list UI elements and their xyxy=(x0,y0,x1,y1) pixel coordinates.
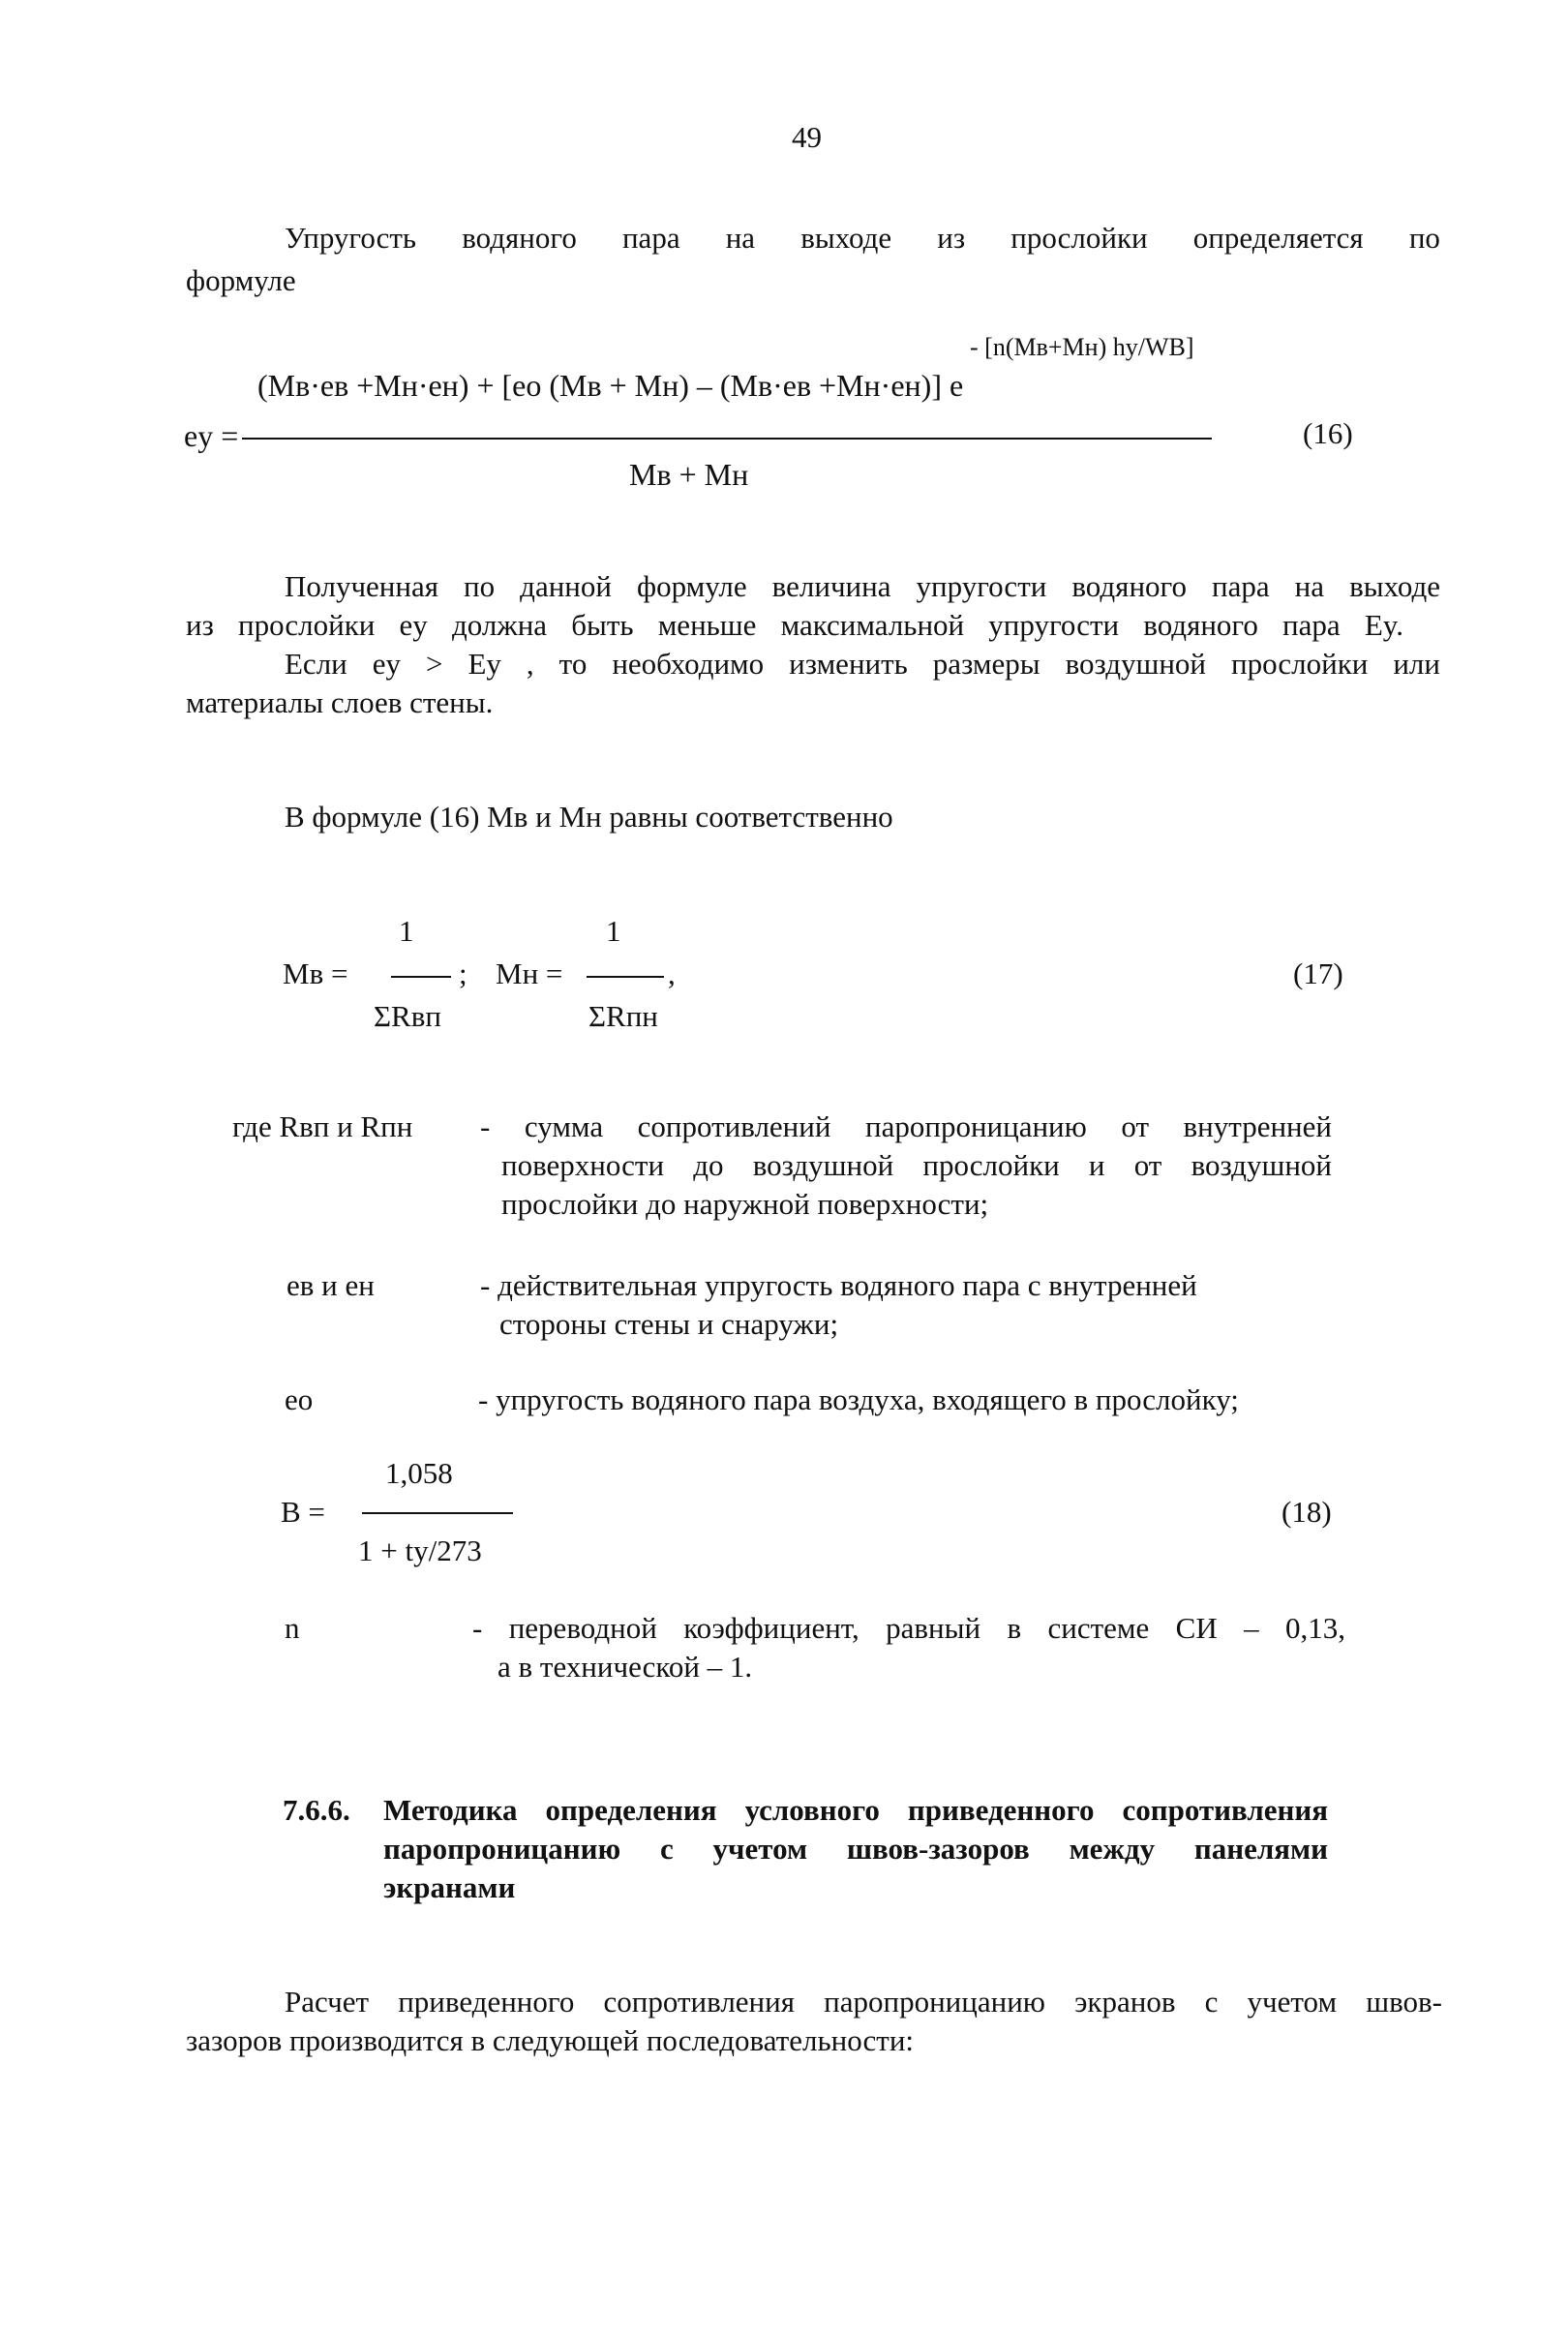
formula17-den-a: ΣRвп xyxy=(374,999,441,1033)
formula16-exponent: - [n(Mв+Mн) hy/WB] xyxy=(970,333,1194,361)
def-where-desc-3: прослойки до наружной поверхности; xyxy=(501,1187,989,1221)
formula17-sep: ; xyxy=(459,956,467,990)
formula17-one-a: 1 xyxy=(399,914,414,948)
def-eo-desc: - упругость водяного пара воздуха, входящего в прослойку; xyxy=(478,1382,1239,1416)
def-e-label: eв и eн xyxy=(286,1268,375,1302)
def-n-desc-1: - переводной коэффициент, равный в системе СИ – 0,13, xyxy=(472,1611,1345,1645)
formula17-comma: , xyxy=(668,956,676,990)
intro-word: определяется xyxy=(1192,221,1364,255)
page-number: 49 xyxy=(792,120,822,154)
para1-line-3: Если ey > Ey , то необходимо изменить размеры воздушной прослойки или xyxy=(285,647,1440,681)
formula16-fraction-bar xyxy=(242,438,1212,440)
def-eo-label: eo xyxy=(285,1382,314,1416)
para1-line-4: материалы слоев стены. xyxy=(186,685,494,719)
formula16-numerator: (Mв·eв +Mн·eн) + [eo (Mв + Mн) – (Mв·eв +Mн·eн)] e xyxy=(257,368,964,403)
def-where-label: где Rвп и Rпн xyxy=(232,1109,413,1143)
para1-line-1: Полученная по данной формуле величина упругости водяного пара на выходе xyxy=(285,569,1440,603)
def-e-desc-1: - действительная упругость водяного пара с внутренней xyxy=(480,1268,1197,1302)
section-number: 7.6.6. xyxy=(283,1793,350,1827)
formula18-number: (18) xyxy=(1282,1495,1332,1529)
intro-word: водяного xyxy=(462,221,577,255)
intro-word: из xyxy=(937,221,966,255)
formula18-denominator: 1 + ty/273 xyxy=(358,1533,482,1567)
para3-line-2: зазоров производится в следующей последовательности: xyxy=(186,2023,915,2057)
formula17-lhs-a: Mв = xyxy=(283,956,348,990)
para2-text: В формуле (16) Mв и Mн равны соответственно xyxy=(285,800,893,834)
formula17-den-b: ΣRпн xyxy=(588,999,658,1033)
formula17-number: (17) xyxy=(1293,956,1343,990)
def-e-desc-2: стороны стены и снаружи; xyxy=(499,1307,839,1341)
intro-line-2: формуле xyxy=(186,263,296,297)
def-where-desc-2: поверхности до воздушной прослойки и от воздушной xyxy=(501,1148,1332,1182)
section-title-line-2: паропроницанию с учетом швов-зазоров между панелями xyxy=(383,1832,1328,1866)
intro-word: прослойки xyxy=(1010,221,1148,255)
formula17-bar-b xyxy=(587,976,664,978)
intro-word: по xyxy=(1408,221,1440,255)
formula18-fraction-bar xyxy=(362,1512,513,1514)
intro-line-1 xyxy=(285,221,1440,256)
formula16-denominator: Mв + Mн xyxy=(629,457,749,492)
intro-word: выходе xyxy=(800,221,892,255)
section-title-line-3: экранами xyxy=(383,1870,516,1904)
def-n-desc-2: а в технической – 1. xyxy=(498,1650,753,1684)
formula17-one-b: 1 xyxy=(606,914,621,948)
intro-word: на xyxy=(725,221,756,255)
formula16-number: (16) xyxy=(1303,416,1353,450)
def-where-desc-1: - сумма сопротивлений паропроницанию от внутренней xyxy=(480,1109,1332,1143)
intro-word: Упругость xyxy=(285,221,417,255)
para1-line-2: из прослойки ey должна быть меньше максимальной упругости водяного пара Ey. xyxy=(186,608,1403,642)
intro-word: пара xyxy=(621,221,680,255)
formula17-lhs-b: Mн = xyxy=(496,956,563,990)
formula18-numerator: 1,058 xyxy=(385,1456,453,1490)
formula17-bar-a xyxy=(391,976,451,978)
section-title-line-1: Методика определения условного приведенного сопротивления xyxy=(383,1793,1328,1827)
formula18-lhs: B = xyxy=(281,1495,325,1529)
formula16-lhs: ey = xyxy=(184,418,239,453)
para3-line-1: Расчет приведенного сопротивления паропроницанию экранов с учетом швов- xyxy=(285,1985,1442,2019)
def-n-label: n xyxy=(285,1611,300,1645)
